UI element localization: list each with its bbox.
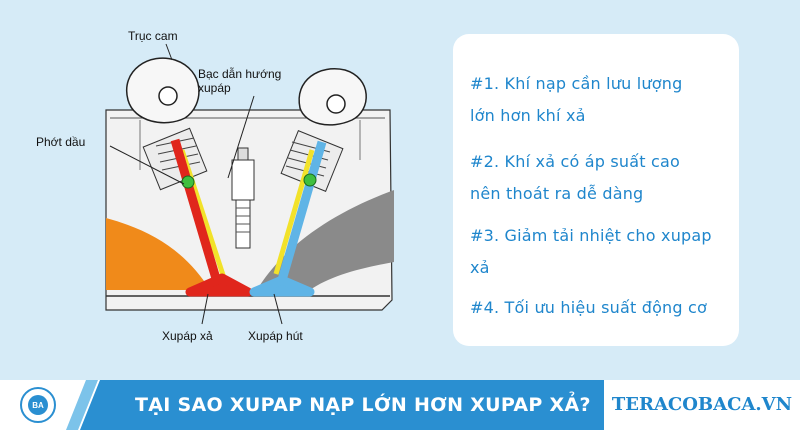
camshaft-left <box>127 58 199 123</box>
camshaft-right <box>299 69 366 125</box>
reason-2-line2: nên thoát ra dễ dàng <box>470 184 644 203</box>
label-valve-guide-line2: xupáp <box>198 81 231 95</box>
brand-logo[interactable] <box>20 387 56 423</box>
label-valve-guide-line1: Bạc dẫn hướng <box>198 67 282 81</box>
valve-diagram <box>10 0 430 380</box>
oil-seal-left <box>182 176 194 188</box>
reasons-card <box>453 34 739 346</box>
reason-4-line1: #4. Tối ưu hiệu suất động cơ <box>470 298 708 317</box>
label-intake-valve: Xupáp hút <box>248 329 303 343</box>
reason-3-line2: xả <box>470 258 490 277</box>
reason-1-line1: #1. Khí nạp cần lưu lượng <box>470 74 683 93</box>
label-camshaft: Trục cam <box>128 29 178 43</box>
reason-2-line1: #2. Khí xả có áp suất cao <box>470 152 681 171</box>
reason-item-4 <box>470 292 732 324</box>
logo-mark: BA <box>28 395 48 415</box>
reason-item-1 <box>470 68 732 132</box>
label-exhaust-valve: Xupáp xả <box>162 329 213 343</box>
reason-item-2 <box>470 146 732 210</box>
reason-1-line2: lớn hơn khí xả <box>470 106 586 125</box>
banner-title: TẠI SAO XUPAP NẠP LỚN HƠN XUPAP XẢ? <box>135 394 591 416</box>
reason-item-3 <box>470 220 732 284</box>
oil-seal-right <box>304 174 316 186</box>
site-link[interactable]: TERACOBACA.VN <box>611 394 793 415</box>
reason-3-line1: #3. Giảm tải nhiệt cho xupap <box>470 226 712 245</box>
label-oil-seal: Phớt dầu <box>36 135 86 149</box>
